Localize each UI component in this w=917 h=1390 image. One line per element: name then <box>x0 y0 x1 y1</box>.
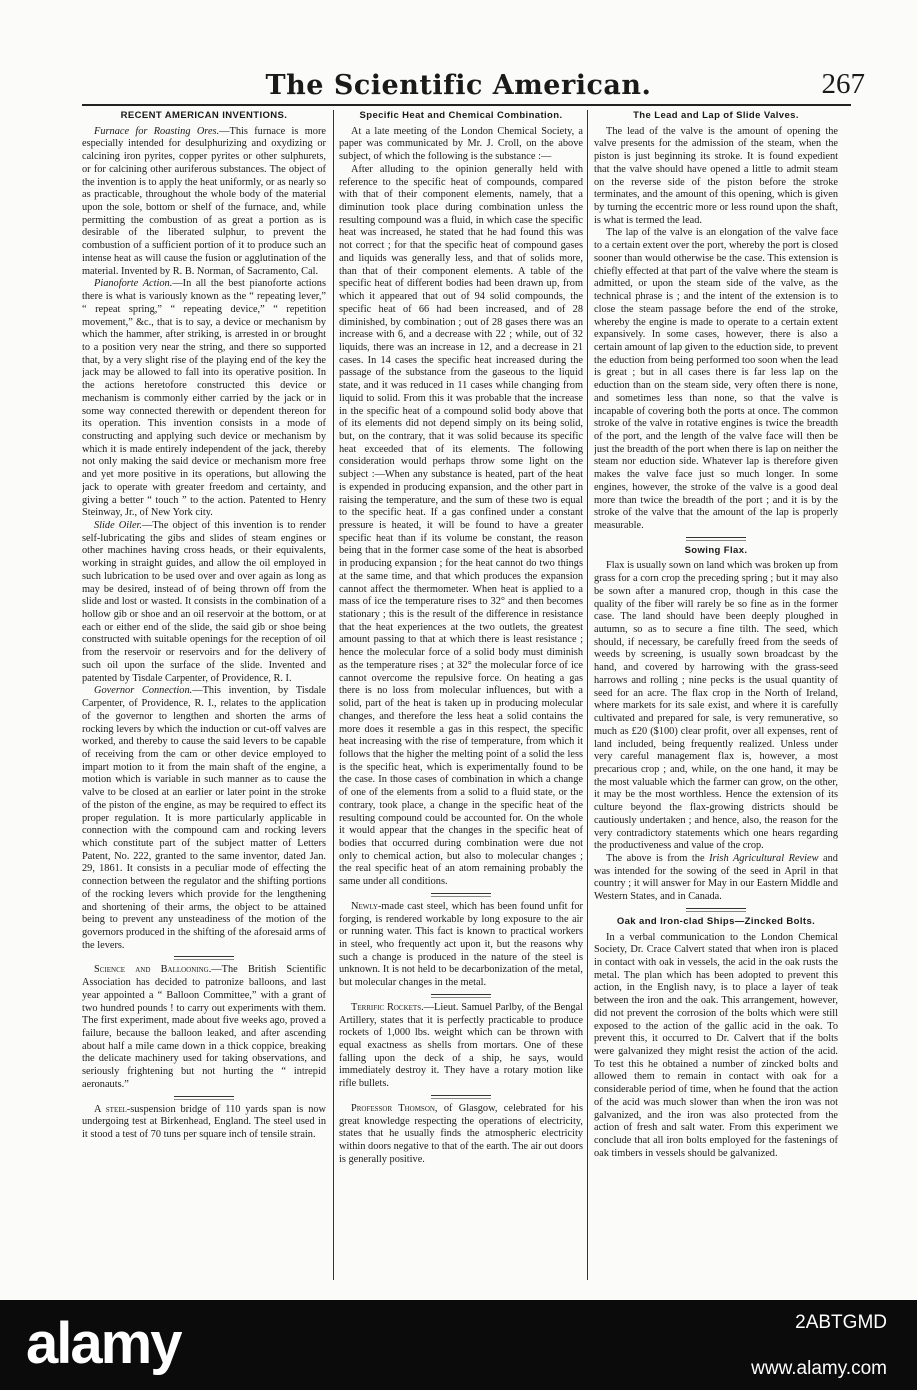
separator-rule <box>686 908 746 912</box>
article-paragraph: In a verbal communication to the London Chemical Society, Dr. Crace Calvert stated that when iron is placed in contact with oak in vessels, the acid in the oak rusts the metal. The plan which has been adopted to prevent this action, in the English navy, is to place a layer of teak between the iron and the oak. This arrangement, however, did not prevent the corrosion of the bolts which were still exposed to the action of the gallic acid in the oak. To prevent this, it occurred to Dr. Calvert that if the bolts were galvanized they might resist the action of the acid. To test this he obtained a number of zincked bolts and allowed them to remain in contact with oak for a considerable period of time, when he found that the action of the acid was much slower than when the iron was not galvanized, and the iron was also protected from the action of fresh and salt water. From this experiment we conclude that all iron bolts employed for the fastenings of oak timbers in vessels should be galvanized. <box>594 931 838 1159</box>
article-heading: Specific Heat and Chemical Combination. <box>359 110 563 121</box>
paragraph-title: Slide Oiler. <box>94 520 142 531</box>
masthead <box>0 66 917 106</box>
article-paragraph <box>82 520 326 685</box>
stock-footer-bar <box>0 1300 917 1390</box>
article-paragraph: After alluding to the opinion generally held with reference to the specific heat of compounds, compared with that of their component elements, namely, that a diminution took place during combination unless the resulting compound was a fluid, in which case the specific heat was increased, he stated that he had found this was not correct ; for that the specific heat of compound gases and liquids was generally less, and that of solids more, than that of their component elements. A table of the specific heat of different bodies had been drawn up, from which it appeared that out of 94 solid compounds, the specific heat of 66 had been increased, and of 28 diminished, by combination ; out of 28 gases there was an increase with 6, and a decrease with 22 ; while, out of 32 liquids, there was an increase in 12, and a decrease in 21 cases. In 14 cases the specific heat increased during the passage of the substance from the gaseous to the liquid state, and it was reduced in 11 cases while changing from liquid to solid. From this it was probable that the increase in the specific heat of a compound solid body above that of its elements did not depend simply on its being solid, but, on the contrary, that it was solid because its specific heat exceeded that of its elements. The following consideration would perhaps throw some light on the subject :—When any substance is heated, part of the heat is expended in producing expansion, and the other part in raising the temperature, and the sum of these two is equal to the specific heat. If a gas confined under a constant pressure is heated, it will be found to have a greater specific heat than if its volume be constant, the reason being that in the former case some of the heat is absorbed in producing expansion ; for the heat cannot do two things at the same time, and that which produces the expansion cannot affect the thermometer. When heat is applied to a mass of ice the temperature rises to 32° and then becomes stationary ; this is the result of the difference in resistance that the heat experiences at the two outlets, the greatest amount passing to that at which there is least resistance ; hence the molecular force of a solid body must diminish as the temperature rises ; at 32° the molecular force of ice cannot overcome the repulsive force. On heating a gas there is no loss from molecular influences, but with a solid, part of the heat is taken up in producing molecular changes, and therefore the less heat a solid contains the more does it resemble a gas in this respect, the specific heat increasing with the rise of temperature, from which it follows that the higher the melting point of a solid the less is the specific heat, which is experimentally found to be the case. In those cases of combination in which a change of one of the elements from a solid to a fluid state, or the contrary, took place, a change in the specific heat of the resulting compound could be accounted for. On the whole it would appear that the changes in the specific heat of bodies that occurred during combination were due not only to chemical action, but also to molecular changes ; the real specific heat of an atom remaining probably the same under all conditions. <box>339 163 583 888</box>
article-paragraph <box>339 901 583 990</box>
separator-rule <box>431 994 491 998</box>
separator-rule <box>686 537 746 541</box>
separator-rule <box>174 1096 234 1100</box>
paragraph-text: -suspension bridge of 110 yards span is now undergoing test at Birkenhead, England. The steel used in it stood a test of 70 tuns per square inch of tensile strain. <box>82 1103 326 1141</box>
paragraph-lead: A steel <box>94 1103 127 1115</box>
paragraph-text: -made cast steel, which has been found unfit for forging, is rendered workable by long exposure to the air or running water. This fact is known to practical workers in steel, who frequently act upon it, but the reasons why such a change is produced in the nature of the steel is unknown. It is not held to be decarbonization of the metal, but molecular changes in the metal. <box>339 900 583 989</box>
column-divider <box>333 110 334 1280</box>
paragraph-text: —This furnace is more especially intended for desulphurizing and oxydizing or calcining iron pyrites, copper pyrites or other sulphurets, or for calcining other auriferous substances. The object of the invention is to apply the heat uniformly, or as nearly so as practicable, throughout the whole body of the material upon the sole, bottom or shelf of the furnace, and, while permitting the combustion of as great a portion as is desirable of the liberated sulphur, to prevent the combustion of a sufficient portion of it to produce such an intense heat as will cause the fusion or agglutination of the material. Invented by R. B. Norman, of Sacramento, Cal. <box>82 125 326 277</box>
article-heading: Sowing Flax. <box>684 544 748 556</box>
column-2 <box>339 110 583 1285</box>
paragraph-title: Furnace for Roasting Ores. <box>94 125 220 137</box>
alamy-logo: alamy <box>26 1311 181 1376</box>
article-paragraph: The lead of the valve is the amount of opening the valve presents for the admission of the steam, when the piston is just beginning its stroke. It is found expedient that the valve should have opened a little to admit steam on the reverse side of the piston before the stroke terminates, and the amount of this opening, which is given by turning the eccentric more or less round upon the shaft, is what is termed the lead. <box>594 125 838 226</box>
article-heading: Oak and Iron-clad Ships—Zincked Bolts. <box>616 915 816 927</box>
article-heading: The Lead and Lap of Slide Valves. <box>633 110 799 121</box>
separator-rule <box>174 956 234 960</box>
column-divider <box>587 110 588 1280</box>
article-paragraph <box>82 1104 326 1142</box>
paragraph-text: and was intended for the sowing of the seed in April in that country ; it will answer for May in our Eastern Middle and Western States, and in Canada. <box>594 852 838 903</box>
page-number: 267 <box>821 68 865 100</box>
paragraph-lead: Science and Ballooning. <box>94 964 212 976</box>
masthead-rule <box>82 104 851 106</box>
article-paragraph <box>82 964 326 1091</box>
image-id: 2ABTGMD <box>795 1312 887 1333</box>
paragraph-text: —In all the best pianoforte actions there is what is variously known as the “ repeating lever,” “ repeat spring,” “ repeating device,” “ repetition movement,” &c., that is to say, a device or mechanism by which the hammer, after striking, is arrested in or brought to a position very near the string, and there so supported that, by a very slight rise of the playing end of the key the jack may be allowed to fall into its operative position. In the actions heretofore constructed this device or mechanism is commonly either carried by the jack or in some way connected therewith or dependent thereon for its operation. This invention consists in a mode of constructing and applying such device or mechanism by which it is made entirely independent of the jack, thereby not only making the said device or mechanism more free and yet more positive in its operations, but allowing the jack to operate with greater freedom and certainty, and giving a better “ touch ” to the action. Patented to Henry Steinway, Jr., of New York city. <box>82 278 326 519</box>
article-paragraph <box>82 278 326 520</box>
column-3 <box>594 110 838 1285</box>
paragraph-title: Pianoforte Action. <box>94 278 173 290</box>
article-heading: RECENT AMERICAN INVENTIONS. <box>120 110 288 121</box>
paragraph-lead: Terrific Rockets. <box>351 1001 424 1013</box>
paragraph-lead: Professor Thomson, <box>351 1102 438 1114</box>
article-paragraph <box>594 853 838 904</box>
paragraph-text: —This invention, by Tisdale Carpenter, of Providence, R. I., relates to the application of the governor to lengthen and shorten the arms of rocking levers by which the induction or cut-off valves are worked, and thereby to cause the said levers to be capable of receiving from the cam or other device employed to impart motion to it from the main shaft of the engine, a motion which is variable in such manner as to cause the valve to be closed at an earlier or later point in the stroke of the piston of the engine, as may be required to effect its proper regulation. It is more particularly applicable in connection with the compound cam and rocking levers which constitute part of the subject matter of Letters Patent, No. 222, granted to the same inventor, dated Jan. 29, 1861. It consists in a peculiar mode of effecting the connection between the regulator and the shifting portions of the rocking levers which provide for the lengthening and shortening of their arms, the object to be attained being to prevent any unsteadiness of the motion of the governors produced in the shifting of the aforesaid arms of the levers. <box>82 685 326 951</box>
paragraph-text: —The object of this invention is to render self-lubricating the gibs and slides of steam engines or other machines having cross heads, or their equivalents, working in straight guides, and allow the oil employed in such lubrication to be used over and over again as long as may be desired, instead of of being thrown off from the slide and lost or wasted. It consists in the combination of a hollow gib or shoe and an oil reservoir at the bottom, or at each or either end of the slide, the said gib or shoe being constructed with suitable openings for the reception of oil from the reservoir or reservoirs and for the delivery of such oil upon the surface of the slide. Invented and patented by Tisdale Carpenter, of Providence, R. I. <box>82 520 326 684</box>
masthead-title: The Scientific American. <box>265 70 652 101</box>
column-1 <box>82 110 326 1285</box>
article-paragraph: Flax is usually sown on land which was broken up from grass for a corn crop the preceding spring ; but it may also be sown after a manured crop, though in this case the quality of the fiber will rarely be so fine as in the former case. The land should have been deeply ploughed in autumn, so as to secure a fine tilth. The seed, which should, if necessary, be carefully freed from the seeds of weeds by screening, is usually sown broadcast by the hand, and covered by harrowing with the grass-seed harrows and rolling ; nine pecks is the usual quantity of seed for an acre. The flax crop in the North of Ireland, where markets for its sale exist, and where it is carefully cultivated and prepared for sale, is very remunerative, so much as £20 ($100) clear profit, over all expenses, rent of land included, being frequently realized. Unless under very careful management flax is, however, a most precarious crop ; and, while, on the one hand, it may be the most valuable which the farmer can grow, on the other, it may be the most worthless. Hence the extension of its culture beyond the flax-growing districts should be cautiously undertaken ; and hence, also, the reason for the very contradictory statements which one hears regarding the productiveness and value of the crop. <box>594 560 838 852</box>
article-paragraph <box>339 1002 583 1091</box>
site-url: www.alamy.com <box>751 1358 887 1379</box>
article-paragraph: The lap of the valve is an elongation of the valve face to a certain extent over the port, whereby the port is closed sooner than would otherwise be the case. This extension is chiefly effected at that part of the valve where the steam is admitted, or upon the steam side of the valve, as the technical phrase is ; and the intent of the extension is to close the steam passage before the end of the stroke, whereby the engine is made to operate to a certain extent expansively. In some cases, however, there is also a certain amount of lap given to the eduction side, to prevent the eduction from being performed too soon when the lead is great ; but in all cases there is far less lap on the eduction than on the steam side, very often there is none, and sometimes less than none, so that the valve is incapable of covering both the ports at once. The common stroke of the valve in rotative engines is twice the breadth of the port, and the length of the valve face will then be just the breadth of the port when there is lap on neither the steam nor eduction side. Whatever lap is therefore given makes the valve face just so much longer. In some engines, however, the stroke of the valve is a good deal more than twice the breadth of the port ; and it is by the stroke of the valve that the amount of the lap is properly measurable. <box>594 227 838 531</box>
source-title: Irish Agricultural Review <box>709 852 819 864</box>
article-paragraph <box>82 126 326 279</box>
article-paragraph: At a late meeting of the London Chemical Society, a paper was communicated by Mr. J. Croll, on the above subject, of which the following is the substance :— <box>339 125 583 163</box>
separator-rule <box>431 893 491 897</box>
paragraph-text: of Glasgow, celebrated for his great knowledge respecting the operations of electricity, states that he usually finds the atmospheric electricity within doors negative to that of the earth. The air out doors is generally positive. <box>339 1102 583 1165</box>
article-paragraph <box>339 1103 583 1167</box>
paragraph-title: Governor Connection. <box>94 685 193 697</box>
paragraph-lead: Newly <box>351 900 378 912</box>
paragraph-text: The above is from the <box>606 852 710 864</box>
separator-rule <box>431 1095 491 1099</box>
paragraph-text: —The British Scientific Association has decided to patronize balloons, and last year appointed a “ Balloon Committee,” with a grant of two hundred pounds ! to carry out experiments with them. The first experiment, made about five weeks ago, proved a failure, because the balloon leaked, and after ascending about half a mile came down in a thick coppice, breaking the delicate machinery used for taking observations, and seriously frightening but not hurting the “ intrepid aeronauts.” <box>82 964 326 1090</box>
paragraph-text: —Lieut. Samuel Parlby, of the Bengal Artillery, states that it is perfectly practicable to produce rockets of 1,000 lbs. weight which can be thrown with equal exactness as shells from mortars. One of these falling upon the deck of a ship, he says, would immediately destroy it. They have a rotary motion like rifle bullets. <box>339 1001 583 1090</box>
article-paragraph <box>82 685 326 952</box>
